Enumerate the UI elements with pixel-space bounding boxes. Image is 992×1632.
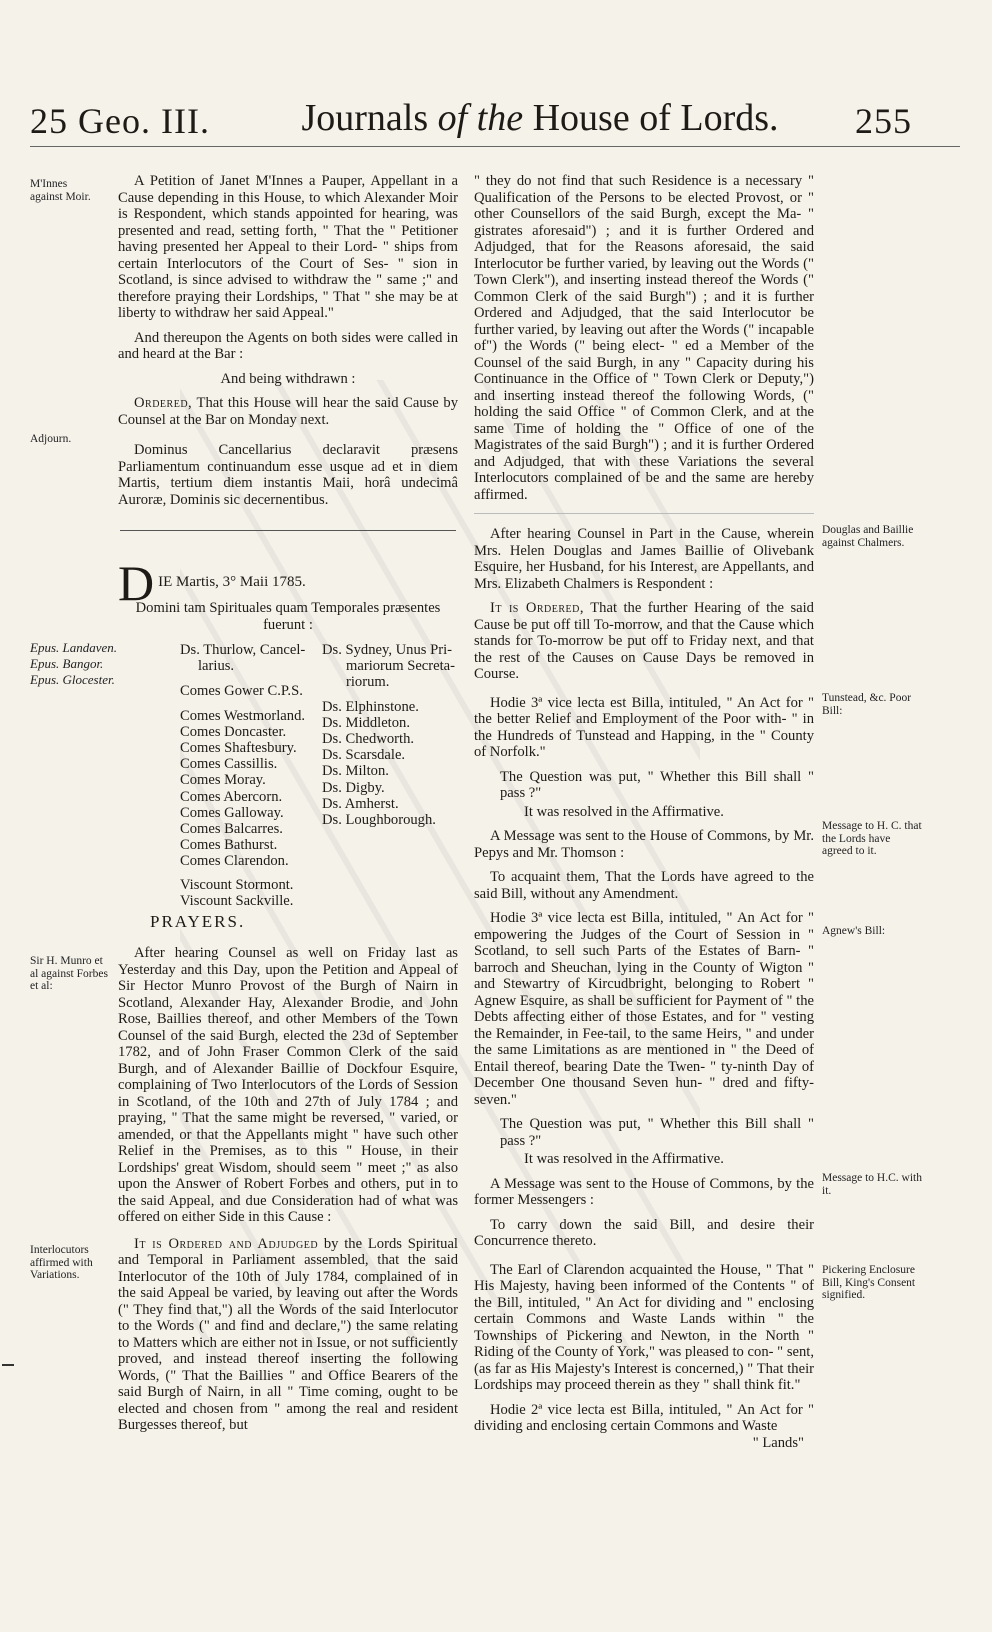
interlocutor-continued: " they do not find that such Residence is a necessary " Qualification of the Persons to be elected Provost, or " other Counsellors of the said Burgh, except the Ma- " gistrates aforesaid") ; and it is further Ordered and Adjudged, that for the Reasons aforesaid, the said Interlocutor be further varied, by leaving out the Words (" Town Clerk"), and inserting instead thereof the Words (" Common Clerk of the said Burgh") ; and it is further Ordered and Adjudged, that the said Interlocutor be further varied, by leaving out after the Words (" incapable of") the Words (" being elect- " ed a Member of the Counsel of the said Burgh, in any " Capacity during his Continuance in the Office of " Town Clerk or Deputy,") and inserting instead thereof the following Words, (" holding the said Office " of Common Clerk, and at the same Time of holding the " Office of one of the Magistrates of the said Burgh") ; and it is further Ordered and Adjudged, that with these Variations the several Interlocutors complained of be and the same are hereby affirmed. [474,173,814,503]
attendee: Comes Clarendon. [180,853,289,870]
question-1: The Question was put, " Whether this Bill shall " pass ?" [500,768,814,801]
ordered-lead-2: It is Ordered, [490,600,585,616]
attendee: Ds. Sydney, Unus Pri- [322,642,452,658]
attendee: Comes Moray. [180,772,266,789]
clarendon-consent: The Earl of Clarendon acquainted the House, " That " His Majesty, having been informed of the Contents " of the Bill, intituled, " An Act for dividing and " enclosing certain Commons and Waste Lands within " the Townships of Pickering and Newton, in the North " Riding of the County of York," was pleased to con- " sent, (as far as His Majesty's Interest is concerned,) " That their Lordships may proceed therein as they " shall think fit." [474,1261,814,1393]
attendee: Ds. Thurlow, Cancel- [180,642,306,658]
title-house: House of Lords. [532,97,779,139]
attendee: Viscount Sackville. [180,892,294,909]
message-pepys: A Message was sent to the House of Commons, by Mr. Pepys and Mr. Thomson : [474,828,814,861]
attendee: Comes Abercorn. [180,788,283,805]
ordered-text: That this House will hear the said Cause by Counsel at the Bar on Monday next. [118,395,458,428]
catchword: " Lands" [752,1434,804,1451]
douglas-cause: After hearing Counsel in Part in the Cause, wherein Mrs. Helen Douglas and James Baillie of Olivebank Esquire, her Husband, for his Interest, are Appellants, and Mrs. Elizabeth Chalmers is Respondent : [474,526,814,592]
ordered-lead: Ordered, [134,395,193,411]
attendee: Ds. Amherst. [322,795,399,812]
attendee: Viscount Stormont. [180,876,294,893]
attendee: Comes Shaftesbury. [180,740,297,757]
munro-appeal: After hearing Counsel as well on Friday last as Yesterday and this Day, upon the Petition and Appeal of Sir Hector Munro Provost of the Burgh of Nairn in Scotland, Alexander Hay, Alexander Brodie, and John Rose, Baillies thereof, and other Members of the Town Counsel of the said Burgh, elected the 23d of September 1782, and of John Fraser Common Clerk of the said Burgh, and of Alexander Baillie of Dockfour Esquire, complaining of Two Interlocutors of the Lords of Session in Scotland, of the 10th and 27th of July 1784 ; and praying, " That the same might be reversed, " varied, or amended, or that the Appellants might " have such other Relief in the Premises, as to this " House, in their Lordships' great Wisdom, should seem " meet ;" as also upon the Answer of Robert Forbes and others, put in to the said Appeal, and due Consideration had of what was offered on either Side in this Cause : [118,945,458,1225]
attendee: larius. [198,658,235,675]
question-2: The Question was put, " Whether this Bill shall " pass ?" [500,1116,814,1149]
attendee: Ds. Loughborough. [322,812,436,829]
resolved-2: It was resolved in the Affirmative. [524,1151,724,1167]
page-number: 255 [855,101,912,141]
order-hear-cause [118,395,458,428]
title-of-the: of the [437,97,524,139]
attendee: Comes Cassillis. [180,756,278,773]
bishop-glocester: Epus. Glocester. [30,672,115,687]
adjournment: Dominus Cancellarius declaravit præsens Parliamentum continuandum esse usque ad et in diem Martis, tertium diem instantis Maii, horâ undecimâ Auroræ, Dominis sic decernentibus. [118,442,458,508]
attendee: Comes Balcarres. [180,821,283,838]
section-rule [120,530,456,531]
day-date: IE Martis, 3° Maii 1785. [158,574,306,590]
present-heading: Domini tam Spirituales quam Temporales præsentes fuerunt : [135,600,441,633]
title-journals: Journals [301,97,429,139]
attendee: Ds. Elphinstone. [322,698,419,715]
attendee: mariorum Secreta- [346,658,455,675]
attendee: Comes Gower C.P.S. [180,683,303,700]
margin-note-message-with: Message to H.C. with it. [822,1172,922,1197]
message-former: A Message was sent to the House of Commons, by the former Messengers : [474,1175,814,1208]
attendee: Comes Galloway. [180,804,284,821]
resolved-1: It was resolved in the Affirmative. [524,803,724,820]
page-title [260,96,820,140]
header-rule [30,146,960,147]
pickering-bill: Hodie 2ª vice lecta est Billa, intituled, " An Act for " dividing and enclosing certain Commons and Waste [474,1401,814,1434]
margin-note-tunstead: Tunstead, &c. Poor Bill: [822,692,912,717]
margin-note-douglas: Douglas and Baillie against Chalmers. [822,524,914,549]
interlocutor-order [118,1236,458,1434]
attendee: Ds. Scarsdale. [322,747,406,764]
agents-called: And thereupon the Agents on both sides were called in and heard at the Bar : [118,329,458,362]
tunstead-bill: Hodie 3ª vice lecta est Billa, intituled, " An Act for " the better Relief and Employment of the Poor with- " in the Hundreds of Tunstead and Happing, in the " County of Norfolk." [474,694,814,760]
drop-cap: D [118,555,155,611]
attendee: Comes Bathurst. [180,837,278,854]
attendee: Ds. Chedworth. [322,731,415,748]
attendance-left [180,642,320,909]
withdrawn: And being withdrawn : [220,370,356,387]
further-hearing [474,600,814,683]
attendee: Ds. Milton. [322,763,389,780]
petition-mcinnes: A Petition of Janet M'Innes a Pauper, Appellant in a Cause depending in this House, to which Alexander Moir is Respondent, which stands appointed for hearing, was presented and read, setting forth, " That the " Petitioner having presented her Appeal to their Lord- " ships from certain Interlocutors of the Court of Ses- " sion in Scotland, is since advised to withdraw the " same ;" and therefore praying their Lordships, " That " she may be at liberty to withdraw her said Appeal." [118,173,458,321]
margin-note-mcinnes: M'Innes against Moir. [30,178,91,203]
attendee: Comes Doncaster. [180,723,287,740]
carry-down: To carry down the said Bill, and desire their Concurrence thereto. [474,1216,814,1249]
bishop-bangor: Epus. Bangor. [30,656,104,671]
margin-note-munro: Sir H. Munro et al against Forbes et al: [30,955,108,992]
margin-bishops [30,640,140,688]
margin-note-pickering: Pickering Enclosure Bill, King's Consent signified. [822,1264,916,1301]
attendance-right [322,642,462,828]
attendee: Ds. Middleton. [322,714,410,731]
margin-note-interlocutors: Interlocutors affirmed with Variations. [30,1244,93,1281]
further-hearing-text: That the further Hearing of the said Cause be put off till To-morrow, and that the Cause which stands for To-morrow be put off to Friday next, and that the rest of the Causes on Cause Days be removed in Course. [474,600,814,682]
margin-note-adjourn: Adjourn. [30,433,72,445]
margin-note-message: Message to H. C. that the Lords have agreed to it. [822,820,922,857]
column-left-bottom [118,945,458,1442]
column-right [474,173,814,1451]
attendee: Ds. Digby. [322,779,385,796]
margin-note-agnew: Agnew's Bill: [822,925,886,937]
ink-mark [2,1364,14,1366]
agnew-bill: Hodie 3ª vice lecta est Billa, intituled, " An Act for " empowering the Judges of the Court of Session in " Scotland, to sell such Parts of the Estates of Barn- " barroch and Sheuchan, lying in the County of Wigton " and Stewartry of Kircudbright, belonging to Robert " Agnew Esquire, as shall be sufficient for Payment of " the Debts affecting either of those Estates, and for " vesting the Remainder, in Fee-tail, to the same Heirs, " and under the same Limitations as are mentioned in " the Deed of Entail thereof, bearing Date the Twen- " ty-ninth Day of December One thousand Seven hun- " dred and fifty-seven." [474,910,814,1108]
ordered-adjudged-text: by the Lords Spiritual and Temporal in Parliament assembled, that the said Interlocutor of the 10th of July 1784, complained of in the said Appeal be varied, by leaving out after the Words (" They find that,") all the Words of the said Interlocutor to the Words (" and find and declare,") the same relating to Matters which are either not in Issue, or not sufficiently proved, and instead thereof inserting the following Words, (" That the Baillies " and Office Bearers of the said Burgh of Nairn, in all " Time coming, ought to be elected and chosen from " among the real and resident Burgesses thereof, but [118,1235,458,1433]
prayers-heading: PRAYERS. [150,912,246,931]
regnal-year: 25 Geo. III. [30,101,210,141]
ordered-adjudged-lead: It is Ordered and Adjudged [134,1235,319,1252]
attendee: riorum. [346,674,390,691]
acquaint-lords: To acquaint them, That the Lords have agreed to the said Bill, without any Amendment. [474,869,814,902]
attendee: Comes Westmorland. [180,707,306,724]
column-left-top [118,173,458,516]
bishop-landaven: Epus. Landaven. [30,640,118,655]
